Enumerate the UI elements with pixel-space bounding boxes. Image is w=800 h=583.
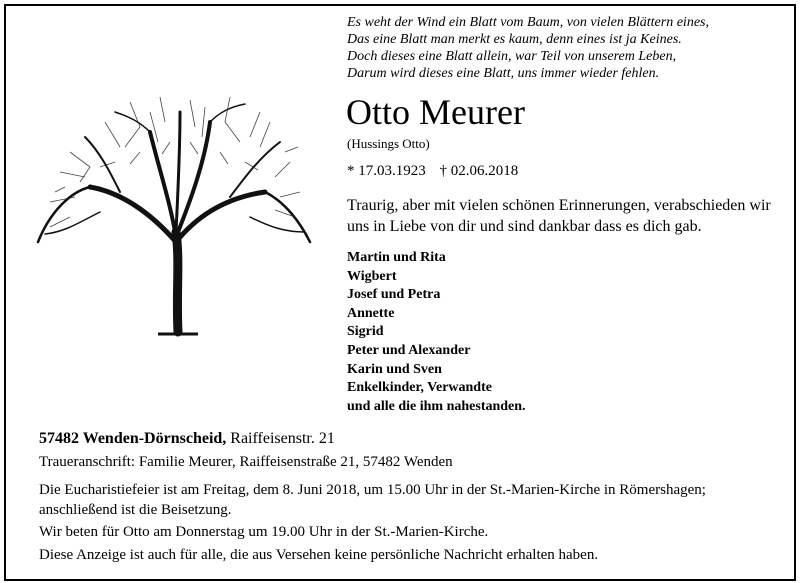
tree-illustration xyxy=(30,92,320,352)
closing-notice: Diese Anzeige ist auch für alle, die aus Versehen keine persönliche Nachricht erhalten haben. xyxy=(39,547,599,563)
mourner: Annette xyxy=(347,305,395,321)
deceased-name: Otto Meurer xyxy=(346,92,525,132)
poem-line: Doch dieses eine Blatt allein, war Teil von unserem Leben, xyxy=(347,49,677,64)
death-date: † 02.06.2018 xyxy=(439,163,519,179)
life-dates xyxy=(347,163,518,180)
service-info: Die Eucharistiefeier ist am Freitag, dem 8. Juni 2018, um 15.00 Uhr in der St.-Marien-Kirche in Römershagen; anschließend ist die Beisetzung. xyxy=(39,482,706,518)
mourner: Sigrid xyxy=(347,324,384,340)
mourner: und alle die ihm nahestanden. xyxy=(347,398,526,414)
poem-line: Darum wird dieses eine Blatt, uns immer wieder fehlen. xyxy=(347,66,660,81)
home-address xyxy=(39,430,335,448)
poem-line: Es weht der Wind ein Blatt vom Baum, von vielen Blättern eines, xyxy=(347,15,709,30)
mourner: Josef und Petra xyxy=(347,287,441,303)
mourner: Wigbert xyxy=(347,268,397,284)
address-place: 57482 Wenden-Dörnscheid, xyxy=(39,430,227,447)
mourners-list xyxy=(347,249,526,416)
mourning-address: Traueranschrift: Familie Meurer, Raiffeisenstraße 21, 57482 Wenden xyxy=(39,454,453,470)
deceased-nickname: (Hussings Otto) xyxy=(347,136,430,151)
mourner: Enkelkinder, Verwandte xyxy=(347,380,492,396)
birth-date: * 17.03.1923 xyxy=(347,163,426,179)
mourner: Peter und Alexander xyxy=(347,342,471,358)
farewell-text: Traurig, aber mit vielen schönen Erinnerungen, verabschieden wir uns in Liebe von dir und sind dankbar dass es dich gab. xyxy=(347,197,771,235)
mourner: Martin und Rita xyxy=(347,250,446,265)
mourner: Karin und Sven xyxy=(347,361,442,377)
poem-line: Das eine Blatt man merkt es kaum, denn eines ist ja Keines. xyxy=(347,32,682,47)
poem xyxy=(347,14,792,82)
address-street: Raiffeisenstr. 21 xyxy=(230,430,335,447)
prayer-info: Wir beten für Otto am Donnerstag um 19.00 Uhr in der St.-Marien-Kirche. xyxy=(39,524,489,540)
